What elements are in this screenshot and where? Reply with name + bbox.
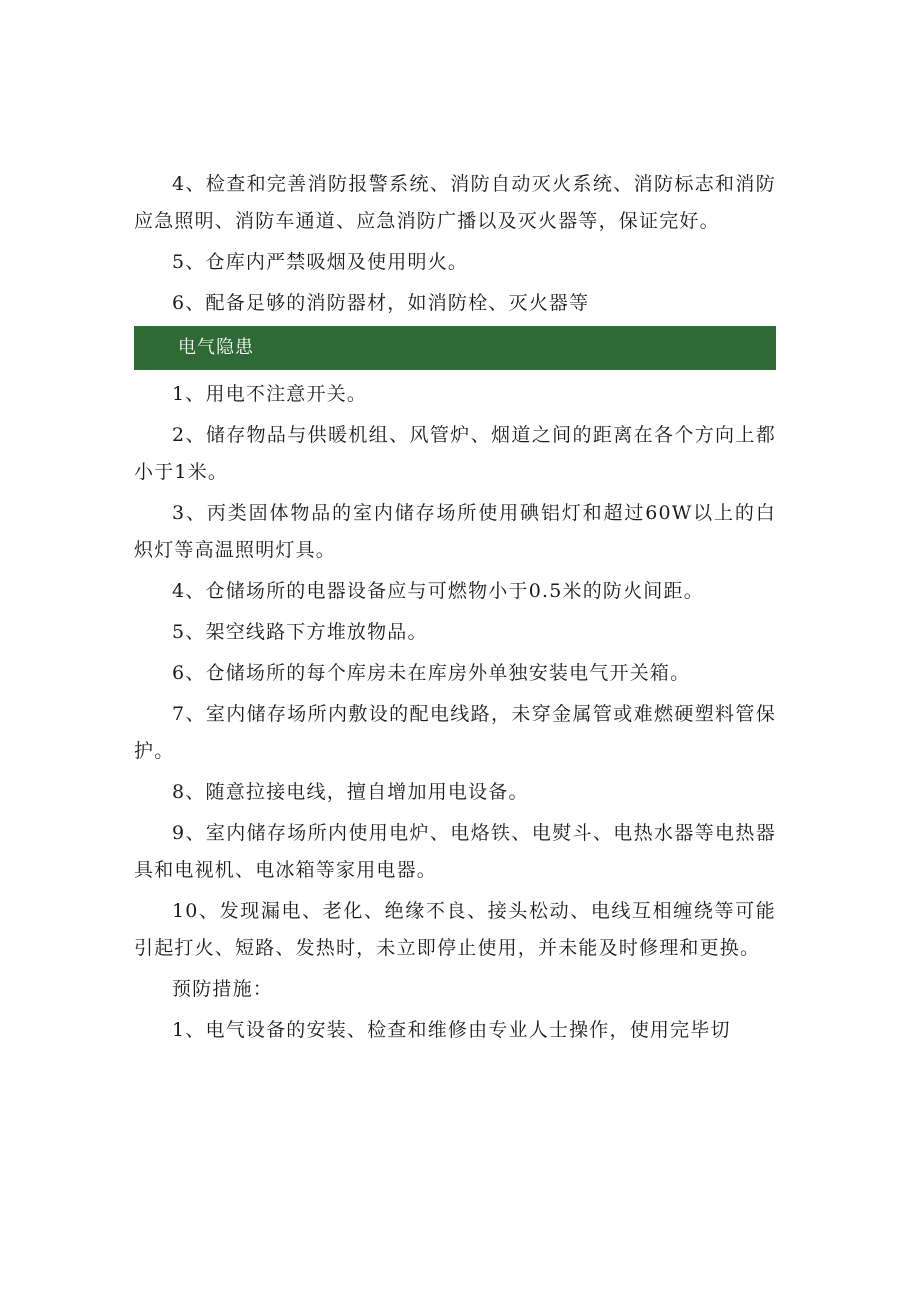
paragraph-fire-6: 6、配备足够的消防器材，如消防栓、灭火器等 [172, 292, 590, 314]
paragraph-electric-6: 6、仓储场所的每个库房未在库房外单独安装电气开关箱。 [172, 662, 691, 684]
paragraph-electric-1: 1、用电不注意开关。 [172, 383, 368, 405]
paragraph-electric-4: 4、仓储场所的电器设备应与可燃物小于0.5米的防火间距。 [172, 580, 704, 602]
paragraph-fire-5: 5、仓库内严禁吸烟及使用明火。 [172, 251, 469, 273]
section-heading-electric: 电气隐患 [134, 326, 776, 370]
paragraph-fire-4: 4、检查和完善消防报警系统、消防自动灭火系统、消防标志和消防应急照明、消防车通道、应急消防广播以及灭火器等，保证完好。 [134, 173, 776, 232]
paragraph-electric-9: 9、室内储存场所内使用电炉、电烙铁、电熨斗、电热水器等电热器具和电视机、电冰箱等家用电器。 [134, 822, 776, 881]
document-content [134, 166, 776, 1049]
paragraph-electric-10: 10、发现漏电、老化、绝缘不良、接头松动、电线互相缠绕等可能引起打火、短路、发热时，未立即停止使用，并未能及时修理和更换。 [134, 900, 776, 959]
paragraph-electric-3: 3、丙类固体物品的室内储存场所使用碘铝灯和超过60W以上的白炽灯等高温照明灯具。 [134, 502, 776, 561]
paragraph-electric-5: 5、架空线路下方堆放物品。 [172, 621, 428, 643]
paragraph-electric-7: 7、室内储存场所内敷设的配电线路，未穿金属管或难燃硬塑料管保护。 [134, 703, 776, 762]
paragraph-electric-8: 8、随意拉接电线，擅自增加用电设备。 [172, 781, 529, 803]
prevention-label: 预防措施： [172, 978, 274, 1000]
paragraph-electric-2: 2、储存物品与供暖机组、风管炉、烟道之间的距离在各个方向上都小于1米。 [134, 424, 776, 483]
paragraph-prevention-1: 1、电气设备的安装、检查和维修由专业人士操作，使用完毕切 [172, 1019, 731, 1041]
